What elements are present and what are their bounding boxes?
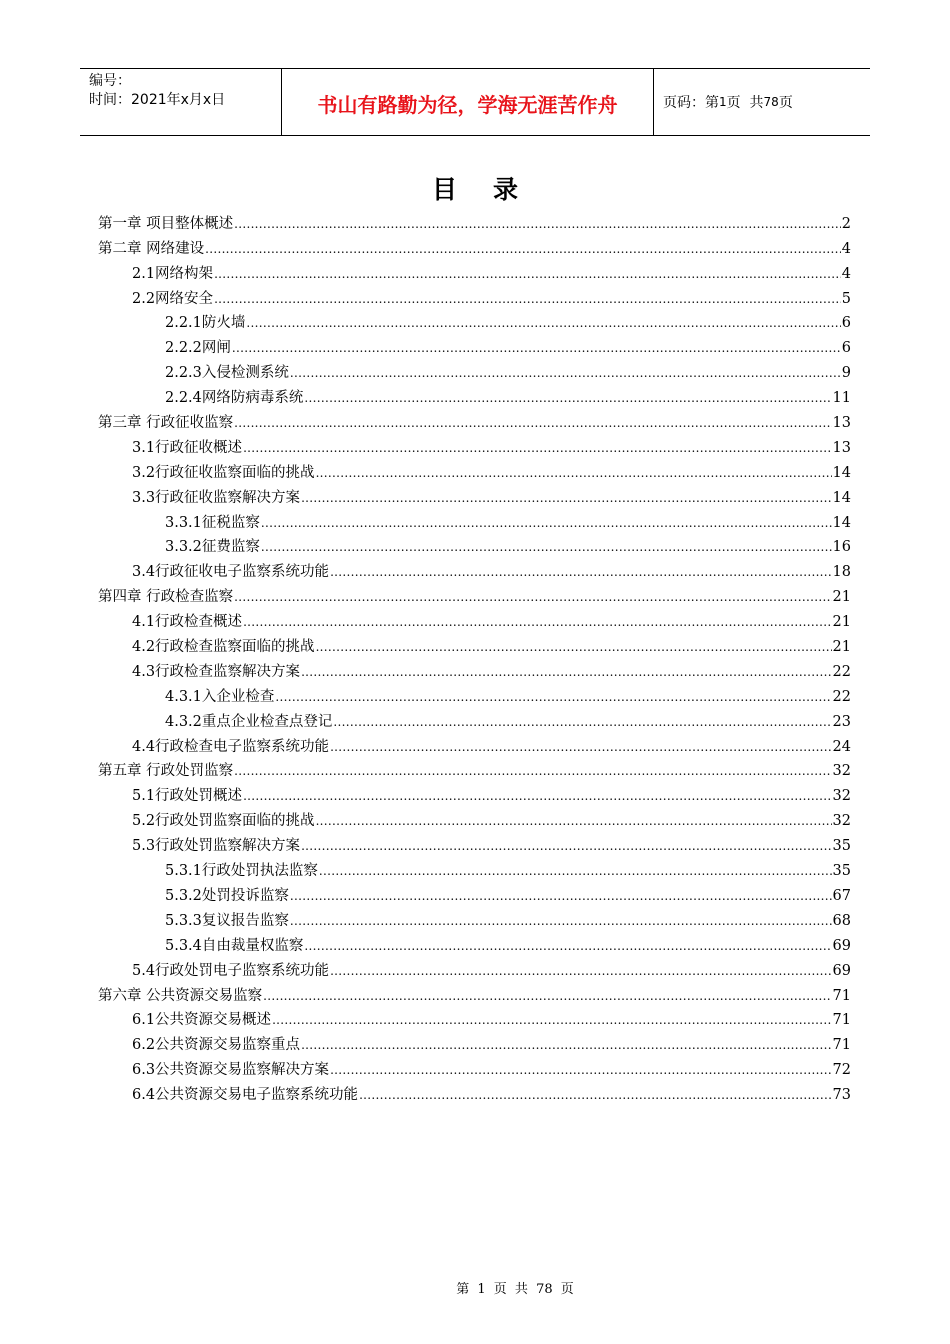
document-time: 时间：2021年x月x日 <box>89 92 226 108</box>
toc-dot-leader <box>243 613 831 631</box>
toc-entry-label: 3.3行政征收监察解决方案 <box>132 489 301 506</box>
toc-entry-label: 6.3公共资源交易监察解决方案 <box>132 1062 330 1079</box>
toc-dot-leader <box>301 489 831 507</box>
toc-entry[interactable] <box>98 407 851 432</box>
toc-entry[interactable] <box>98 208 851 233</box>
toc-entry-page: 6 <box>841 315 851 332</box>
toc-entry[interactable] <box>98 258 851 283</box>
toc-dot-leader <box>316 812 832 830</box>
toc-entry[interactable] <box>98 332 851 357</box>
header-page-mid: 页 共 <box>726 95 764 111</box>
toc-dot-leader <box>261 538 832 556</box>
toc-dot-leader <box>359 1086 831 1104</box>
footer-mid: 页 共 <box>493 1282 528 1297</box>
toc-entry[interactable] <box>98 756 851 781</box>
toc-entry-label: 4.3行政检查监察解决方案 <box>132 663 301 680</box>
header-meta <box>80 69 282 135</box>
toc-entry[interactable] <box>98 780 851 805</box>
toc-entry-label: 第三章 行政征收监察 <box>98 415 234 432</box>
toc-entry-page: 21 <box>832 589 851 606</box>
toc-entry[interactable] <box>98 1054 851 1079</box>
toc-entry-label: 5.3.1行政处罚执法监察 <box>165 863 318 880</box>
toc-dot-leader <box>261 514 832 532</box>
toc-dot-leader <box>316 638 832 656</box>
toc-entry-label: 4.4行政检查电子监察系统功能 <box>132 738 330 755</box>
toc-entry[interactable] <box>98 631 851 656</box>
toc-entry-page: 2 <box>841 215 851 232</box>
toc-entry-label: 5.2行政处罚监察面临的挑战 <box>132 813 315 830</box>
toc-entry[interactable] <box>98 581 851 606</box>
toc-entry[interactable] <box>98 681 851 706</box>
header-page-suffix: 页 <box>778 95 793 111</box>
toc-entry[interactable] <box>98 905 851 930</box>
toc-entry[interactable] <box>98 1079 851 1104</box>
toc-entry-label: 2.2.3入侵检测系统 <box>165 365 289 382</box>
toc-entry-label: 5.4行政处罚电子监察系统功能 <box>132 962 330 979</box>
toc-entry-label: 5.3.3复议报告监察 <box>165 912 289 929</box>
toc-entry-label: 2.2.2网闸 <box>165 340 231 357</box>
toc-dot-leader <box>275 688 831 706</box>
toc-entry[interactable] <box>98 382 851 407</box>
toc-entry-page: 73 <box>832 1087 851 1104</box>
footer-suffix: 页 <box>560 1282 574 1297</box>
toc-entry-page: 5 <box>841 290 851 307</box>
toc-dot-leader <box>214 290 841 308</box>
toc-entry-label: 3.1行政征收概述 <box>132 439 243 456</box>
toc-dot-leader <box>214 265 841 283</box>
toc-entry-label: 第六章 公共资源交易监察 <box>98 987 263 1004</box>
footer-total-pages: 78 <box>536 1282 553 1297</box>
toc-entry[interactable] <box>98 706 851 731</box>
toc-entry-page: 22 <box>832 663 851 680</box>
table-of-contents <box>98 208 851 1104</box>
toc-entry-page: 4 <box>841 240 851 257</box>
toc-entry[interactable] <box>98 1029 851 1054</box>
toc-entry[interactable] <box>98 283 851 308</box>
toc-entry[interactable] <box>98 955 851 980</box>
toc-entry-label: 第四章 行政检查监察 <box>98 589 234 606</box>
toc-entry-page: 22 <box>832 688 851 705</box>
header-page-indicator <box>654 69 870 135</box>
toc-entry-page: 69 <box>832 962 851 979</box>
toc-dot-leader <box>301 1036 831 1054</box>
page-footer <box>0 1278 950 1297</box>
toc-entry-label: 2.1网络构架 <box>132 265 214 282</box>
toc-entry[interactable] <box>98 457 851 482</box>
toc-entry-page: 67 <box>832 887 851 904</box>
toc-entry-label: 5.3.4自由裁量权监察 <box>165 937 304 954</box>
toc-entry[interactable] <box>98 1005 851 1030</box>
toc-dot-leader <box>319 862 832 880</box>
toc-dot-leader <box>330 563 831 581</box>
toc-dot-leader <box>243 787 831 805</box>
toc-dot-leader <box>301 663 831 681</box>
page-header <box>80 68 870 136</box>
toc-entry-label: 5.3行政处罚监察解决方案 <box>132 838 301 855</box>
toc-entry[interactable] <box>98 880 851 905</box>
toc-entry-page: 14 <box>832 514 851 531</box>
toc-dot-leader <box>316 464 832 482</box>
toc-entry-page: 71 <box>832 987 851 1004</box>
toc-entry[interactable] <box>98 930 851 955</box>
toc-dot-leader <box>290 364 841 382</box>
toc-dot-leader <box>330 962 831 980</box>
toc-entry-page: 11 <box>832 390 851 407</box>
toc-entry-page: 6 <box>841 340 851 357</box>
header-page-prefix: 页码：第 <box>663 95 719 111</box>
toc-dot-leader <box>232 339 841 357</box>
toc-dot-leader <box>330 1061 831 1079</box>
toc-entry-page: 68 <box>832 912 851 929</box>
toc-entry-page: 4 <box>841 265 851 282</box>
toc-entry[interactable] <box>98 432 851 457</box>
toc-entry-label: 3.3.1征税监察 <box>165 514 260 531</box>
toc-entry-page: 69 <box>832 937 851 954</box>
toc-entry-page: 9 <box>841 365 851 382</box>
toc-dot-leader <box>272 1011 831 1029</box>
toc-entry[interactable] <box>98 805 851 830</box>
toc-entry[interactable] <box>98 308 851 333</box>
toc-entry-label: 3.4行政征收电子监察系统功能 <box>132 564 330 581</box>
toc-dot-leader <box>290 887 832 905</box>
toc-entry-label: 6.1公共资源交易概述 <box>132 1012 272 1029</box>
toc-dot-leader <box>330 738 831 756</box>
toc-entry-page: 21 <box>832 614 851 631</box>
toc-entry-page: 72 <box>832 1062 851 1079</box>
footer-current-page: 1 <box>477 1282 486 1297</box>
toc-dot-leader <box>243 439 831 457</box>
toc-entry-label: 第一章 项目整体概述 <box>98 215 234 232</box>
toc-entry-label: 4.3.1入企业检查 <box>165 688 275 705</box>
toc-entry-page: 13 <box>832 415 851 432</box>
toc-entry[interactable] <box>98 532 851 557</box>
toc-entry[interactable] <box>98 830 851 855</box>
toc-entry-label: 第五章 行政处罚监察 <box>98 763 234 780</box>
toc-entry-page: 13 <box>832 439 851 456</box>
toc-entry[interactable] <box>98 980 851 1005</box>
toc-entry-label: 5.1行政处罚概述 <box>132 788 243 805</box>
toc-entry-page: 23 <box>832 713 851 730</box>
toc-entry[interactable] <box>98 556 851 581</box>
toc-entry-label: 4.2行政检查监察面临的挑战 <box>132 639 315 656</box>
toc-dot-leader <box>301 837 831 855</box>
header-slogan: 书山有路勤为径，学海无涯苦作舟 <box>282 69 654 135</box>
toc-dot-leader <box>263 987 831 1005</box>
toc-entry[interactable] <box>98 855 851 880</box>
toc-entry[interactable] <box>98 233 851 258</box>
toc-entry-label: 3.2行政征收监察面临的挑战 <box>132 464 315 481</box>
toc-entry-page: 16 <box>832 539 851 556</box>
toc-entry-label: 5.3.2处罚投诉监察 <box>165 887 289 904</box>
toc-entry[interactable] <box>98 482 851 507</box>
toc-dot-leader <box>234 414 831 432</box>
toc-dot-leader <box>246 314 840 332</box>
footer-prefix: 第 <box>456 1282 470 1297</box>
header-page-current: 1 <box>719 95 727 109</box>
toc-entry-label: 2.2网络安全 <box>132 290 214 307</box>
toc-entry-page: 35 <box>832 863 851 880</box>
toc-entry[interactable] <box>98 606 851 631</box>
toc-entry-label: 6.4公共资源交易电子监察系统功能 <box>132 1087 359 1104</box>
toc-dot-leader <box>234 215 841 233</box>
toc-entry-page: 24 <box>832 738 851 755</box>
toc-dot-leader <box>290 912 832 930</box>
toc-title: 目录 <box>431 175 554 204</box>
toc-entry[interactable] <box>98 731 851 756</box>
toc-entry-page: 18 <box>832 564 851 581</box>
toc-entry-page: 35 <box>832 838 851 855</box>
toc-entry-page: 71 <box>832 1037 851 1054</box>
toc-dot-leader <box>304 389 831 407</box>
document-number-label: 编号： <box>89 73 131 89</box>
toc-entry-page: 32 <box>832 788 851 805</box>
toc-entry-page: 32 <box>832 813 851 830</box>
toc-entry-label: 第二章 网络建设 <box>98 240 205 257</box>
toc-entry[interactable] <box>98 507 851 532</box>
toc-entry-label: 6.2公共资源交易监察重点 <box>132 1037 301 1054</box>
toc-entry-page: 14 <box>832 489 851 506</box>
toc-dot-leader <box>304 937 831 955</box>
toc-dot-leader <box>234 762 831 780</box>
toc-entry-page: 21 <box>832 639 851 656</box>
toc-entry-label: 2.2.4网络防病毒系统 <box>165 390 304 407</box>
toc-entry[interactable] <box>98 357 851 382</box>
toc-entry-page: 71 <box>832 1012 851 1029</box>
toc-entry-label: 3.3.2征费监察 <box>165 539 260 556</box>
toc-dot-leader <box>234 588 831 606</box>
toc-dot-leader <box>205 240 841 258</box>
toc-entry-page: 32 <box>832 763 851 780</box>
toc-dot-leader <box>333 713 831 731</box>
toc-entry-page: 14 <box>832 464 851 481</box>
toc-entry-label: 2.2.1防火墙 <box>165 315 246 332</box>
toc-entry-label: 4.3.2重点企业检查点登记 <box>165 713 333 730</box>
toc-entry-label: 4.1行政检查概述 <box>132 614 243 631</box>
header-page-total: 78 <box>763 95 779 109</box>
toc-entry[interactable] <box>98 656 851 681</box>
